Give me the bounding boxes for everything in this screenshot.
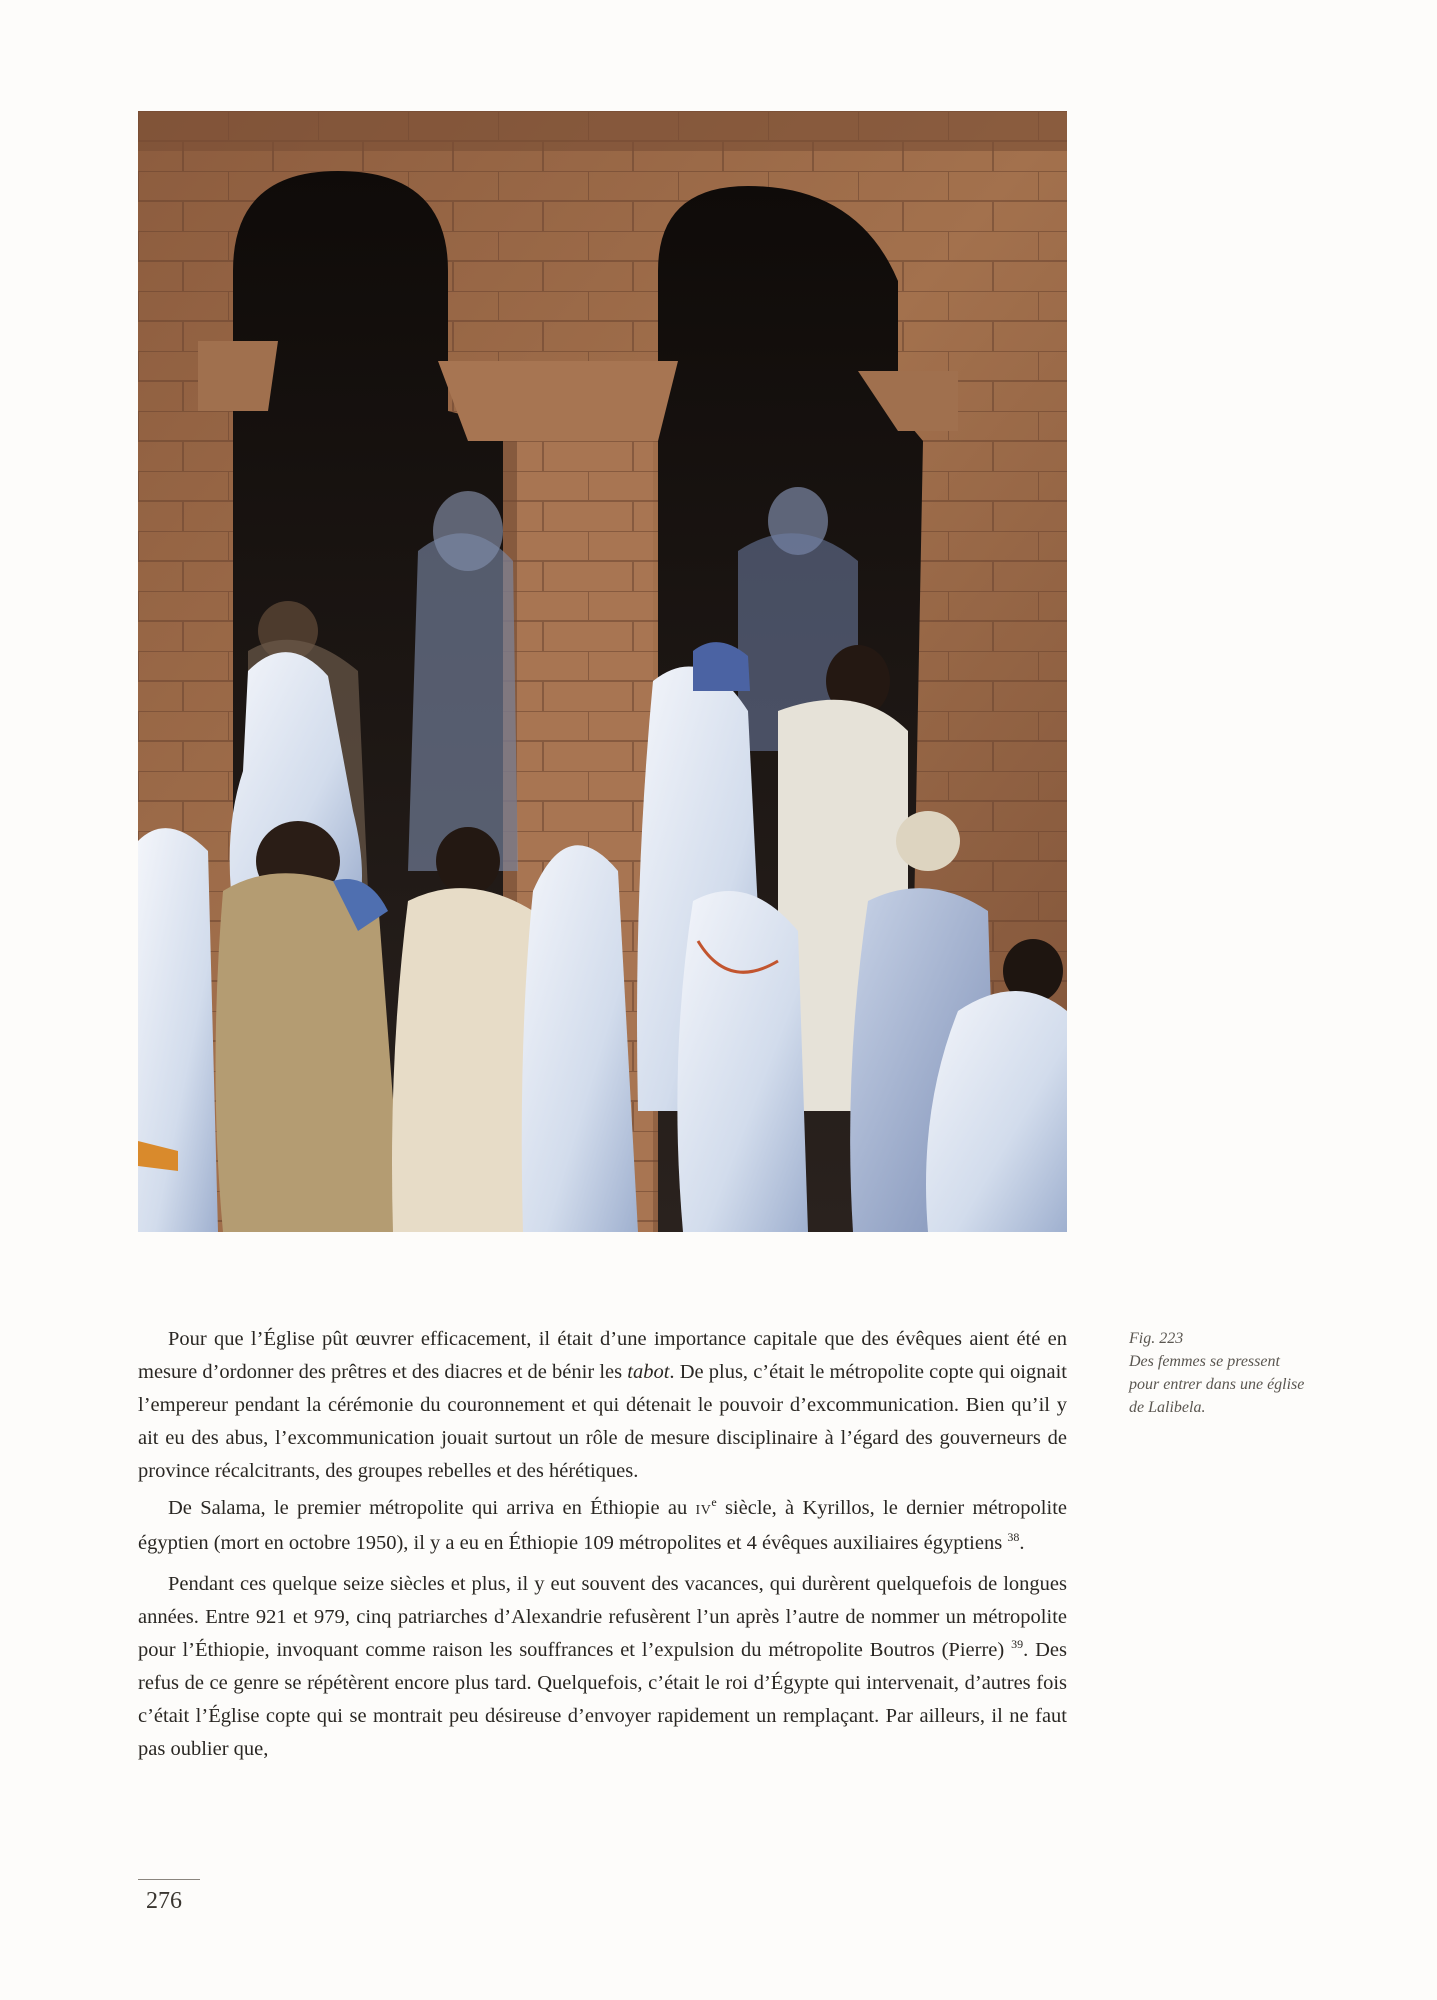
capital: [438, 361, 678, 441]
robed-figure: [392, 888, 543, 1232]
figure-photo: [138, 111, 1067, 1232]
paragraph-3: Pendant ces quelque seize siècles et plus, il y eut souvent des vacances, qui durèrent quelquefois de longues années. Entre 921 et 979, cinq patriarches d’Alexandrie refusèrent l’un après l’autre de nommer un métropolite pour l’Éthiopie, invoquant comme raison les souffrances et l’expulsion du métropolite Boutros (Pierre) $^{39}$. Des refus de ce genre se répétèrent encore plus tard. Quelquefois, c’était le roi d’Égypte qui intervenait, d’autres fois c’était l’Église copte qui se montrait peu désireuse d’envoyer rapidement un remplaçant. Par ailleurs, il ne faut pas oublier que,: [138, 1573, 1067, 1760]
century-roman: IV: [695, 1503, 712, 1518]
caption-line: pour entrer dans une église: [1129, 1376, 1305, 1393]
caption-line: Des femmes se pressent: [1129, 1353, 1280, 1370]
body-text: [138, 1323, 1067, 1768]
page-number: 276: [146, 1888, 182, 1914]
footnote-ref: 38: [1007, 1530, 1020, 1544]
footnote-ref: 39: [1011, 1637, 1024, 1651]
italic-term: tabot: [627, 1361, 670, 1383]
paragraph-1: Pour que l’Église pût œuvrer efficacement, il était d’une importance capitale que des évêques aient été en mesure d’ordonner des prêtres et des diacres et de bénir les tabot. De plus, c’était le métropolite copte qui oignait l’empereur pendant la cérémonie du couronnement et qui détenait le pouvoir d’excommunication. Bien qu’il y ait eu des abus, l’excommunication jouait surtout un rôle de mesure disciplinaire à l’égard des gouverneurs de province récalcitrants, des groupes rebelles et des hérétiques.: [138, 1328, 1067, 1482]
figure-number: Fig. 223: [1129, 1330, 1184, 1347]
figure-caption: [1129, 1327, 1349, 1419]
caption-line: de Lalibela.: [1129, 1399, 1206, 1416]
robed-figure: [216, 873, 404, 1232]
photo-illustration: [138, 111, 1067, 1232]
robed-figure: [138, 828, 218, 1232]
folio-rule: [138, 1879, 200, 1880]
paragraph-2: De Salama, le premier métropolite qui arriva en Éthiopie au IVe siècle, à Kyrillos, le dernier métropolite égyptien (mort en octobre 1950), il y a eu en Éthiopie 109 métropolites et 4 évêques auxiliaires égyptiens $^{38}$.: [138, 1495, 1067, 1554]
